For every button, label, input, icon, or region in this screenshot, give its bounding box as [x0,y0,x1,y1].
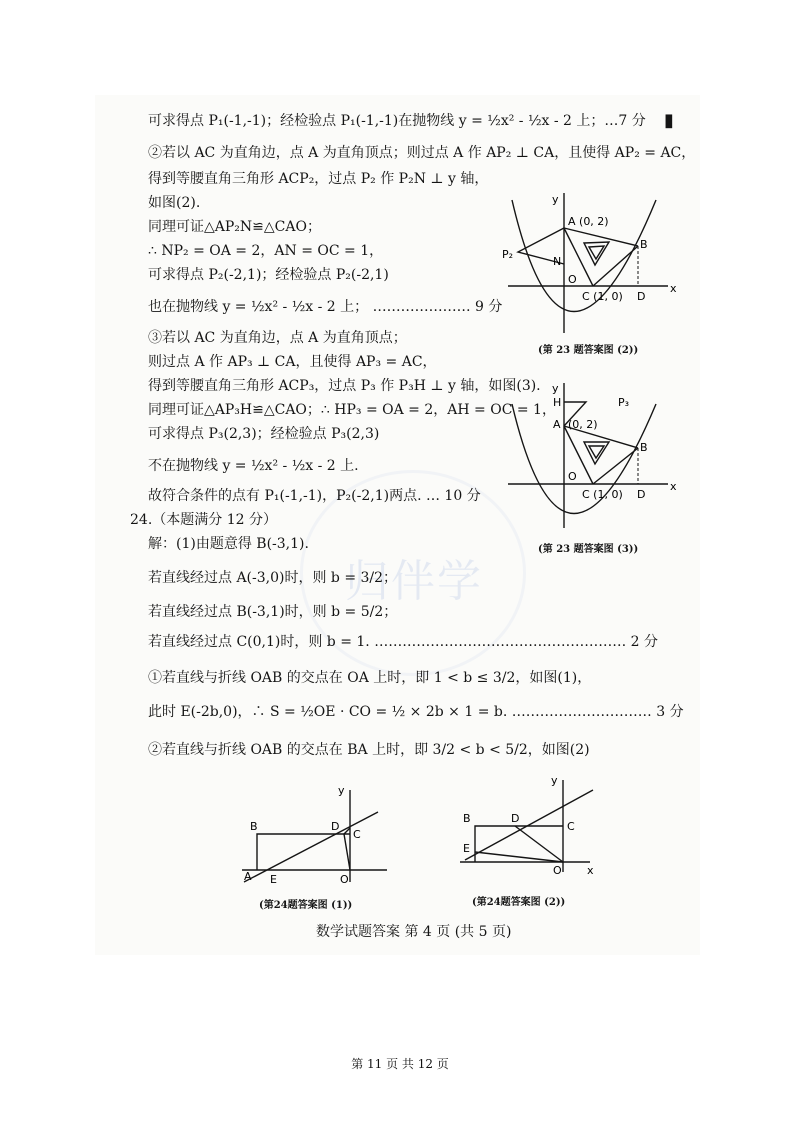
figure-24-2 [455,772,605,887]
page-number: 第 11 页 共 12 页 [351,1057,449,1071]
fig24-2-caption: (第24题答案图 (2)) [472,897,566,908]
fig23-3-P3-label: P₃ [618,396,630,409]
answer-page-footer: 数学试题答案 第 4 页 (共 5 页) [316,924,512,940]
fig23-3-B-label: B [640,441,648,454]
text-line-12: 同理可证△AP₃H≌△CAO；∴ HP₃ = OA = 2，AH = OC = 1， [148,402,556,418]
fig23-2-D-label: D [637,290,646,303]
fig23-2-C-label: C (1, 0) [582,290,623,303]
fig23-3-C-label: C (1, 0) [582,488,623,501]
fig23-2-N-label: N [553,255,562,268]
text-line-18: 若直线经过点 A(-3,0)时，则 b = 3/2； [148,570,398,586]
fig24-1-B-label: B [250,820,258,833]
text-line-4: 如图(2). [148,195,201,211]
fig23-2-caption: (第 23 题答案图 (2)) [538,345,639,356]
fig24-1-y-label: y [338,784,345,797]
text-line-14: 不在抛物线 y = ½x² - ½x - 2 上. [148,458,359,474]
fig23-3-O-label: O [568,470,577,483]
fig23-2-B-label: B [640,238,648,251]
fig23-3-H-label: H [553,396,562,409]
watermark-text: 归伴学 [345,556,483,607]
fig24-2-D-label: D [511,812,520,825]
text-line-22: 此时 E(-2b,0)，∴ S = ½OE · CO = ½ × 2b × 1 = b. ………………………… 3 分 [148,704,684,720]
text-line-6: ∴ NP₂ = OA = 2，AN = OC = 1， [148,243,384,259]
fig24-2-x-label: x [587,864,594,877]
text-line-23: ②若直线与折线 OAB 的交点在 BA 上时，即 3/2 < b < 5/2，如图(2) [148,742,590,758]
text-line-10: 则过点 A 作 AP₃ ⊥ CA，且使得 AP₃ = AC， [148,354,437,370]
fig23-2-y-label: y [552,193,559,206]
figure-23-3 [498,378,678,533]
fig24-1-E-label: E [270,873,277,886]
fig24-2-O-label: O [553,864,562,877]
text-line-7: 可求得点 P₂(-2,1)；经检验点 P₂(-2,1) [148,267,389,283]
text-line-20: 若直线经过点 C(0,1)时，则 b = 1. ……………………………………………… 2 分 [148,634,659,650]
text-line-13: 可求得点 P₃(2,3)；经检验点 P₃(2,3) [148,426,380,442]
text-line-1: 可求得点 P₁(-1,-1)；经检验点 P₁(-1,-1)在抛物线 y = ½x² - ½x - 2 上；…7 分 [148,113,646,129]
fig23-3-A-label: A [553,418,561,431]
fig24-2-B-label: B [463,812,471,825]
fig23-3-y-label: y [552,382,559,395]
fig24-1-A-label: A [244,870,252,883]
ink-smudge: ▮ [664,110,674,131]
text-line-19: 若直线经过点 B(-3,1)时，则 b = 5/2； [148,604,398,620]
fig23-3-caption: (第 23 题答案图 (3)) [538,544,639,555]
fig23-2-A-label: A (0, 2) [568,215,609,228]
text-line-9: ③若以 AC 为直角边，点 A 为直角顶点； [148,330,407,346]
figure-23-2 [498,188,678,338]
fig23-2-x-label: x [670,282,677,295]
fig24-1-C-label: C [353,828,361,841]
fig24-1-D-label: D [331,820,340,833]
fig24-2-y-label: y [551,774,558,787]
fig23-3-x-label: x [670,480,677,493]
fig24-1-O-label: O [340,873,349,886]
fig24-1-caption: (第24题答案图 (1)) [259,900,353,911]
fig23-3-D-label: D [637,488,646,501]
text-line-8: 也在抛物线 y = ½x² - ½x - 2 上； ………………… 9 分 [148,299,503,315]
fig23-2-O-label: O [568,273,577,286]
text-line-11: 得到等腰直角三角形 ACP₃，过点 P₃ 作 P₃H ⊥ y 轴，如图(3). [148,378,541,394]
text-line-5: 同理可证△AP₂N≌△CAO； [148,219,321,235]
question-24-heading: 24.（本题满分 12 分） [130,512,277,528]
fig23-3-A-coord: (0, 2) [568,418,598,431]
fig24-2-C-label: C [567,820,575,833]
text-line-3: 得到等腰直角三角形 ACP₂，过点 P₂ 作 P₂N ⊥ y 轴， [148,171,489,187]
fig23-2-P2-label: P₂ [502,248,514,261]
text-line-17: 解：(1)由题意得 B(-3,1). [148,536,309,552]
fig24-2-E-label: E [463,842,470,855]
text-line-2: ②若以 AC 为直角边，点 A 为直角顶点；则过点 A 作 AP₂ ⊥ CA，且使得 AP₂ = AC， [148,145,696,161]
text-line-21: ①若直线与折线 OAB 的交点在 OA 上时，即 1 < b ≤ 3/2，如图(1)， [148,670,592,686]
text-line-15: 故符合条件的点有 P₁(-1,-1)，P₂(-2,1)两点. … 10 分 [148,488,481,504]
figure-24-1 [232,782,392,892]
